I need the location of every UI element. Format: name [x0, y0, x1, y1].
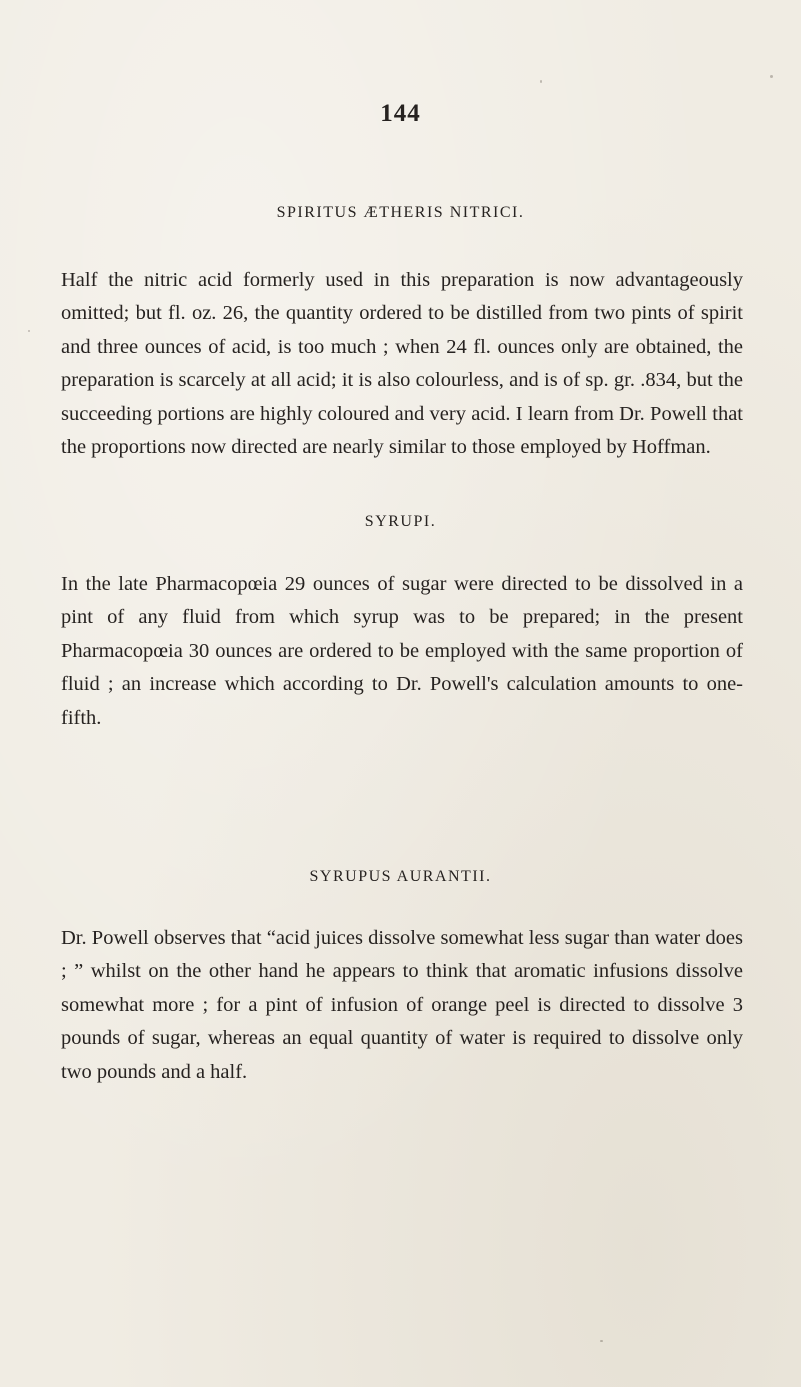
section-text-syrupus-aurantii: Dr. Powell observes that “acid juices dissolve somewhat less sugar than water does ; ” whilst on the other hand he appears to think that aromatic infusions dissolve somewhat more ; for a pint of infusion of orange peel is directed to dissolve 3 pounds of sugar, whereas an equal quantity of water is required to dissolve only two pounds and a half. — [61, 927, 743, 1083]
paper-speck — [540, 80, 542, 83]
page-number: 144 — [380, 100, 421, 127]
section-text-spiritus: Half the nitric acid formerly used in this preparation is now advantageously omitted; but fl. oz. 26, the quantity ordered to be distilled from two pints of spirit and three ounces of acid, is too much ; when 24 fl. ounces only are obtained, the preparation is scarcely at all acid; it is also colourless, and is of sp. gr. .834, but the succeeding portions are highly coloured and very acid. I learn from Dr. Powell that the proportions now directed are nearly similar to those employed by Hoffman. — [61, 269, 743, 459]
section-heading-syrupus-aurantii: SYRUPUS AURANTII. — [309, 868, 492, 885]
paper-speck — [600, 1340, 603, 1342]
section-heading-spiritus: SPIRITUS ÆTHERIS NITRICI. — [276, 204, 525, 221]
section-text-syrupi: In the late Pharmacopœia 29 ounces of sugar were directed to be dissolved in a pint of any fluid from which syrup was to be prepared; in the present Pharmacopœia 30 ounces are ordered to be employed with the same proportion of fluid ; an increase which according to Dr. Powell's calculation amounts to one-fifth. — [61, 573, 743, 729]
paper-speck — [28, 330, 30, 332]
paper-speck — [770, 75, 773, 78]
section-heading-syrupi: SYRUPI. — [364, 513, 437, 530]
